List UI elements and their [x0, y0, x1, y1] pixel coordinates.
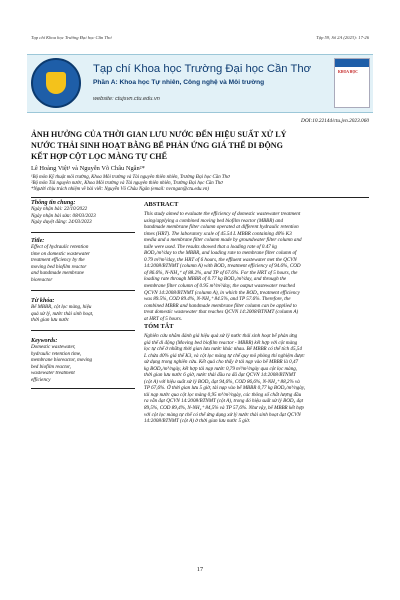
- abstract-line: of 86.6%, N-NH₄⁺ of 88.2%, and TP of 67.6%. For the HRT of 5 hours, the: [144, 269, 298, 276]
- summary-line: (cột A) với hiệu suất xử lý BOD₅ đạt 94,6%, COD 86,6%, N-NH₄⁺ 88,2% và: [144, 378, 300, 385]
- keywords-en-line: bed biofilm reactor,: [31, 363, 71, 370]
- abstract-line: treat domestic wastewater that reaches QCVN 14:2008/BTNMT (column A): [144, 309, 299, 316]
- divider: [31, 388, 135, 389]
- journal-title: Tạp chí Khoa học Trường Đại học Cần Thơ: [93, 63, 312, 75]
- title-line: KẾT HỢP CỘT LỌC MÀNG TỰ CHẾ: [31, 151, 167, 161]
- date-revised: Ngày nhận bài sửa: 08/03/2023: [31, 212, 96, 219]
- summary-line: với cột lọc màng tự chế có thể ứng dụng xử lý nước thải sinh hoạt đạt QCVN: [144, 411, 301, 418]
- info-block: [31, 200, 135, 226]
- summary-line: TP 67,6%. Ở thời gian lưu 5 giờ, tải nạp vào bể MBBR 0,77 kg BOD₅/m³/ngày,: [144, 385, 306, 392]
- abstract-line: This study aimed to evaluate the efficiency of domestic wastewater treatment: [144, 211, 301, 217]
- keywords-vi-heading: Từ khóa:: [31, 298, 55, 304]
- cover-title: KHOA HỌC: [338, 70, 358, 74]
- summary-line: thời gian lưu nước 6 giờ, nước thải đầu ra đã đạt QCVN 14:2008/BTNMT: [144, 372, 296, 379]
- title-en-line: treatment efficiency by the: [31, 257, 85, 263]
- date-accepted: Ngày duyệt đăng: 24/03/2023: [31, 219, 92, 225]
- running-header-left: Tạp chí Khoa học Trường Đại học Cần Thơ: [31, 35, 112, 40]
- title-en-line: and handmade membrane: [31, 270, 84, 276]
- abstract-line: loading rate through MBBR of 0.77 kg BOD₅/m³/day, and through the: [144, 276, 287, 283]
- divider: [31, 197, 369, 198]
- title-en-line: time on domestic wastewater: [31, 250, 90, 257]
- summary-line: L chứa 40% giá thể K3, và cột lọc màng tự chế quy mô phòng thí nghiệm được: [144, 352, 305, 359]
- abstract-line: handmade membrane filter column operated at different hydraulic retention: [144, 224, 299, 231]
- summary-line: 89,5%, COD 89,4%, N-NH₄⁺ 84,5% và TP 57,6%. Như vậy, bể MBBR kết hợp: [144, 405, 304, 412]
- abstract-heading: ABSTRACT: [144, 201, 179, 208]
- abstract-line: 14:2008/BTNMT (column A) with BOD₅ treatment efficiency of 94.6%, COD: [144, 263, 301, 270]
- title-en-heading: Title:: [31, 238, 45, 244]
- abstract-line: media and a membrane filter column made by groundwater filter column and: [144, 237, 302, 244]
- abstract-line: membrane filter column of 0.95 m³/m²/day, the output wastewater reached: [144, 283, 295, 290]
- university-logo-icon: [31, 58, 81, 108]
- title-en-line: moving bed biofilm reactor: [31, 263, 87, 270]
- authors: Lê Hoàng Việt¹ và Nguyễn Võ Châu Ngân²*: [31, 165, 145, 172]
- abstract: [144, 201, 369, 322]
- title-en-line: Effect of hydraulic retention: [31, 244, 89, 250]
- keywords-en-heading: Keywords:: [31, 338, 58, 344]
- date-received: Ngày nhận bài: 22/10/2022: [31, 206, 88, 212]
- title-line: NƯỚC THẢI SINH HOẠT BẰNG BỂ PHẢN ỨNG GIÁ THỂ DI ĐỘNG: [31, 140, 283, 150]
- abstract-body: [144, 211, 369, 322]
- logo-shield-icon: [46, 72, 66, 94]
- summary-line: tải nạp nước qua cột lọc màng 0,95 m³/m²/ngày, các thông số chất lượng đầu: [144, 391, 302, 398]
- summary-line: ra vẫn đạt QCVN 14:2008/BTNMT (cột A), trong đó hiệu suất xử lý BOD₅ đạt: [144, 398, 304, 405]
- journal-banner: [27, 54, 373, 113]
- abstract-line: was 89.5%, COD 89.4%, N-NH₄⁺ 84.5%, and TP 57.6%. Therefore, the: [144, 296, 291, 303]
- affiliation-2: ²Bộ môn Tài nguyên nước, Khoa Môi trường và Tài nguyên thiên nhiên, Trường Đại học Cần Thơ: [31, 181, 223, 186]
- title-line: ẢNH HƯỞNG CỦA THỜI GIAN LƯU NƯỚC ĐẾN HIỆU SUẤT XỬ LÝ: [31, 130, 287, 139]
- keywords-vi-line: thời gian lưu nước: [31, 317, 70, 323]
- keywords-en-block: [31, 338, 135, 383]
- keywords-en-line: hydraulic retention time,: [31, 350, 82, 357]
- keywords-en-line: efficiency: [31, 376, 51, 383]
- divider: [31, 330, 135, 331]
- summary-line: Nghiên cứu nhằm đánh giá hiệu quả xử lý nước thải sinh hoạt bể phản ứng: [144, 333, 298, 339]
- keywords-vi-line: quả xử lý, nước thải sinh hoạt,: [31, 310, 94, 317]
- summary-line: giá thể di động (Moving bed biofilm reactor - MBBR) kết hợp với cột màng: [144, 339, 298, 346]
- abstract-line: using/applying a combined moving bed biofilm reactor (MBBR) and: [144, 217, 284, 224]
- title-en-line: bioreactor: [31, 276, 53, 283]
- abstract-line: BOD₅/m³/day to the MBBR, and loading rate to membrane filter column of: [144, 250, 297, 257]
- keywords-en-line: membrane bioreactor, moving: [31, 357, 93, 363]
- summary-line: lọc tự chế ở những thời gian lưu nước khác nhau. Bể MBBR có thể tích 45,54: [144, 346, 302, 353]
- keywords-vi-block: [31, 298, 135, 324]
- abstract-line: 0.79 m³/m²/day, the HRT of 6 hours, the effluent wastewater met the QCVN: [144, 256, 297, 263]
- abstract-line: combined MBBR and handmade membrane filter column can be applied to: [144, 302, 297, 309]
- keywords-en-line: wastewater treatment: [31, 370, 75, 376]
- running-header-right: Tập 59, Số 2A (2023): 17-26: [316, 35, 369, 40]
- summary-body: [144, 333, 369, 425]
- summary-vi: [144, 323, 369, 425]
- title-en-block: [31, 238, 135, 283]
- journal-cover-thumbnail: [334, 58, 370, 108]
- summary-line: sử dụng trong nghiên cứu. Kết quả cho thấy ở tải nạp vào bể MBBR là 0,47: [144, 359, 299, 366]
- page-number: 17: [196, 566, 204, 573]
- cover-band: [335, 59, 369, 67]
- abstract-line: at HRT of 5 hours.: [144, 315, 182, 322]
- info-heading: Thông tin chung:: [31, 200, 76, 206]
- abstract-line: times (HRT). The laboratory scale of 45.54 L MBBR containing 40% K3: [144, 230, 292, 237]
- keywords-vi-line: Bể MBBR, cột lọc màng, hiệu: [31, 304, 92, 310]
- abstract-line: tulle were used. The results showed that a loading rate of 0.47 kg: [144, 243, 277, 250]
- journal-website[interactable]: website: ctujsvn.ctu.edu.vn: [93, 96, 160, 102]
- doi[interactable]: DOI:10.22144/ctu.jvn.2023.060: [301, 118, 369, 124]
- keywords-en-line: Domestic wastewater,: [31, 344, 76, 350]
- summary-line: kg BOD₅/m³/ngày, kết hợp tải nạp nước 0,79 m³/m²/ngày qua cột lọc màng,: [144, 365, 298, 372]
- divider: [31, 290, 135, 291]
- summary-line: 14:2008/BTNMT (cột A) ở thời gian lưu nước 5 giờ.: [144, 418, 251, 425]
- divider: [31, 232, 135, 233]
- corresponding-author: *Người chịu trách nhiệm về bài viết: Nguyễn Võ Châu Ngân (email: nvcngan@ctu.edu.vn): [31, 187, 209, 192]
- affiliation-1: ¹Bộ môn Kỹ thuật môi trường, Khoa Môi trường và Tài nguyên thiên nhiên, Trường Đại học Cần Thơ: [31, 175, 230, 180]
- summary-heading: TÓM TẮT: [144, 323, 174, 330]
- abstract-line: QCVN 14:2008/BTNMT (column A), in which the BOD₅ treatment efficiency: [144, 289, 300, 296]
- journal-section: Phần A: Khoa học Tự nhiên, Công nghệ và Môi trường: [93, 79, 265, 86]
- article-title: [31, 130, 371, 162]
